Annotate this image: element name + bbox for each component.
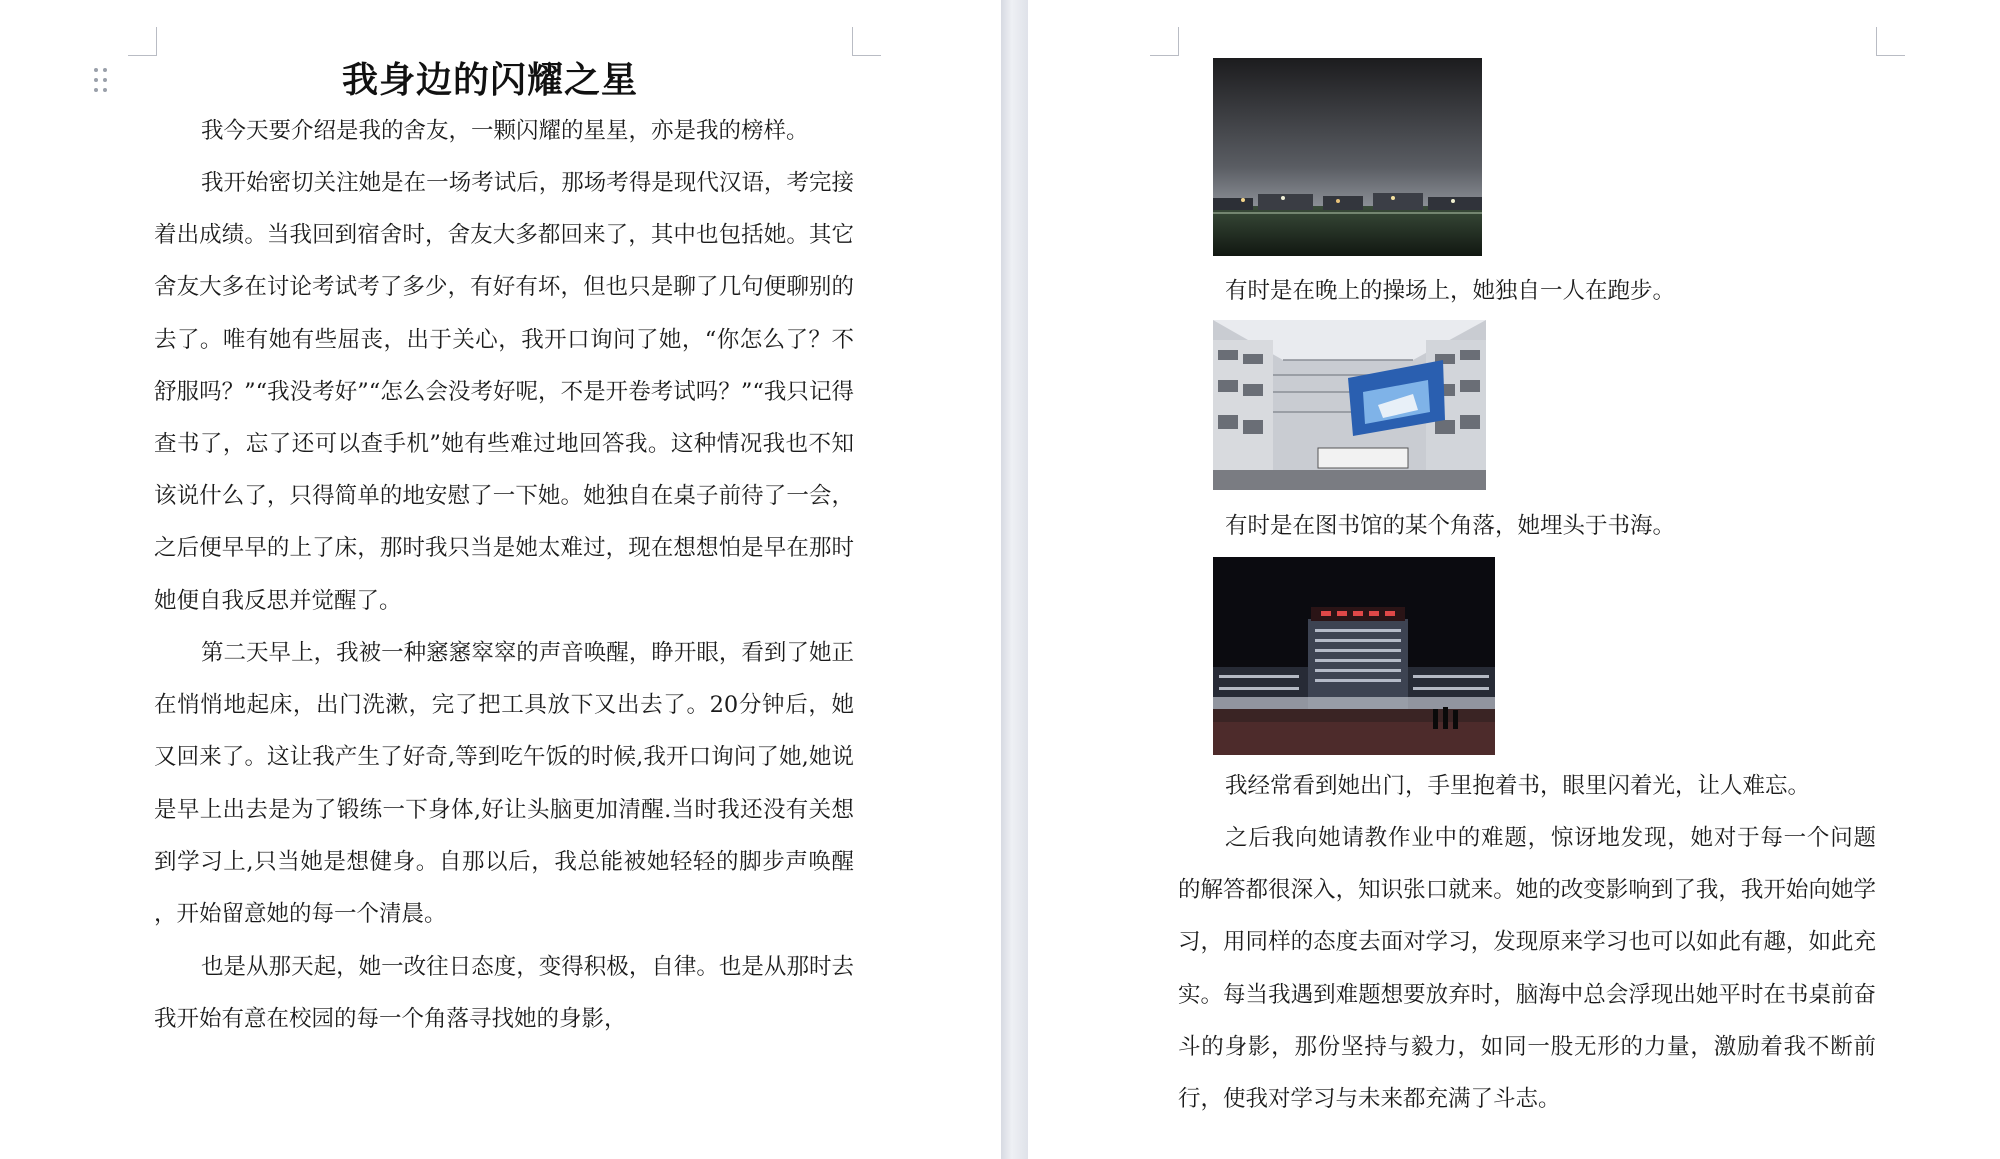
page-corner-mark	[852, 27, 881, 56]
photo-night-field	[1213, 58, 1482, 256]
photo-caption: 我经常看到她出门，手里抱着书，眼里闪着光，让人难忘。	[1225, 773, 1811, 799]
photo-library-atrium	[1213, 320, 1486, 490]
page-corner-mark	[1150, 27, 1179, 56]
page-gutter	[1001, 0, 1028, 1159]
drag-grip-icon[interactable]	[94, 68, 110, 96]
document-page-right	[1028, 0, 2000, 1159]
paragraph: 之后我向她请教作业中的难题，惊讶地发现，她对于每一个问题的解答都很深入，知识张口就来。她的改变影响到了我，我开始向她学习，用同样的态度去面对学习，发现原来学习也可以如此有趣，如此充实。每当我遇到难题想要放弃时，脑海中总会浮现出她平时在书桌前奋斗的身影，那份坚持与毅力，如同一股无形的力量，激励着我不断前行，使我对学习与未来都充满了斗志。	[1178, 825, 1876, 1113]
photo-caption: 有时是在晚上的操场上，她独自一人在跑步。	[1225, 278, 1676, 304]
paragraph: 我今天要介绍是我的舍友，一颗闪耀的星星，亦是我的榜样。	[201, 118, 809, 144]
document-title: 我身边的闪耀之星	[341, 59, 638, 101]
photo-caption: 有时是在图书馆的某个角落，她埋头于书海。	[1225, 513, 1676, 539]
photo-building-night	[1213, 557, 1495, 755]
page-corner-mark	[1876, 27, 1905, 56]
paragraph: 也是从那天起，她一改往日态度，变得积极，自律。也是从那时去我开始有意在校园的每一个角落寻找她的身影，	[154, 954, 854, 1033]
paragraph: 第二天早上，我被一种窸窸窣窣的声音唤醒，睁开眼，看到了她正在悄悄地起床，出门洗漱，完了把工具放下又出去了。20分钟后，她又回来了。这让我产生了好奇,等到吃午饭的时候,我开口询问了她,她说是早上出去是为了锻练一下身体,好让头脑更加清醒.当时我还没有关想到学习上,只当她是想健身。自那以后，我总能被她轻轻的脚步声唤醒 ，开始留意她的每一个清晨。	[154, 640, 854, 928]
paragraph: 我开始密切关注她是在一场考试后，那场考得是现代汉语，考完接着出成绩。当我回到宿舍时，舍友大多都回来了，其中也包括她。其它舍友大多在讨论考试考了多少，有好有坏，但也只是聊了几句便聊别的去了。唯有她有些屈丧，出于关心，我开口询问了她，“你怎么了？不舒服吗？”“我没考好”“怎么会没考好呢，不是开卷考试吗？”“我只记得查书了，忘了还可以查手机”她有些难过地回答我。这种情况我也不知该说什么了，只得简单的地安慰了一下她。她独自在桌子前待了一会，之后便早早的上了床，那时我只当是她太难过，现在想想怕是早在那时她便自我反思并觉醒了。	[154, 170, 854, 614]
